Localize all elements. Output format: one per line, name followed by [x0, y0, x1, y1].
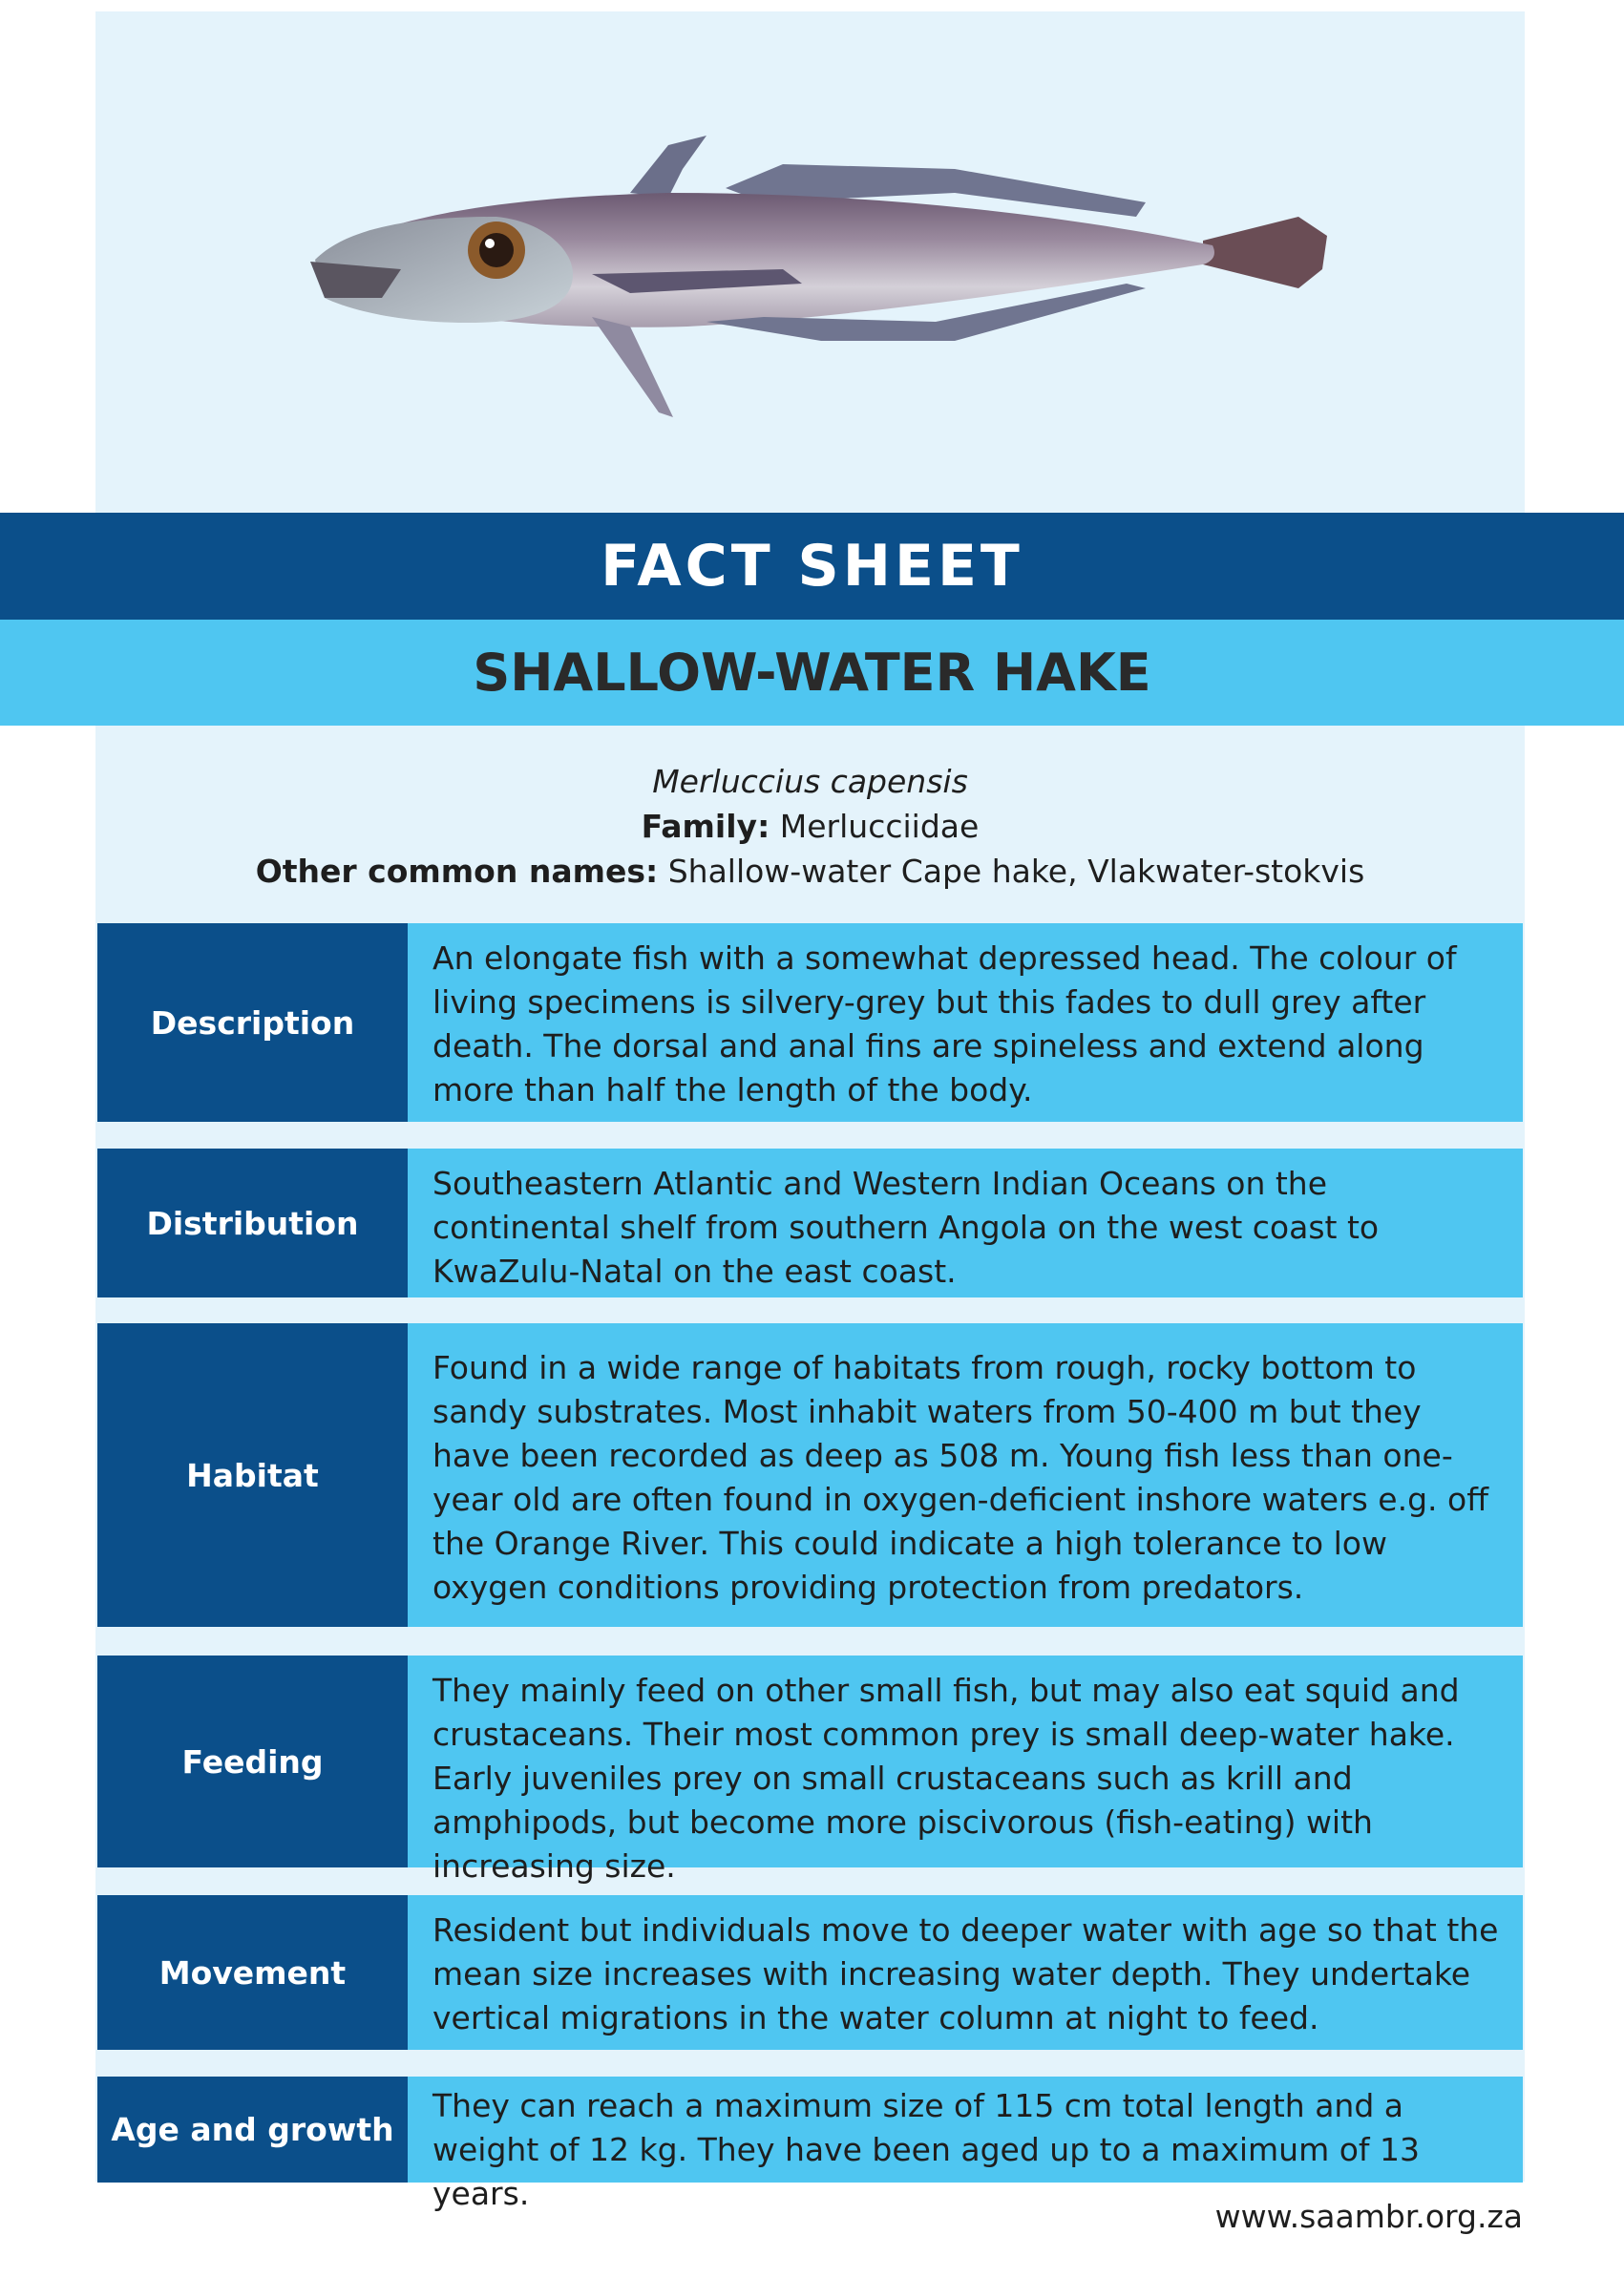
- section-feeding: [97, 1656, 1523, 1885]
- family-line: [95, 804, 1525, 849]
- other-names-value: Shallow-water Cape hake, Vlakwater-stokvis: [667, 853, 1365, 890]
- hake-fish-image: [95, 11, 1525, 513]
- section-label: Movement: [97, 1895, 408, 2050]
- section-text: Found in a wide range of habitats from rough, rocky bottom to sandy substrates. Most inhabit waters from 50-400 m but they have been recorded as deep as 508 m. Young fish less than one-year old are often found in oxygen-deficient inshore waters e.g. off the Orange River. This could indicate a high tolerance to low oxygen conditions providing protection from predators.: [408, 1323, 1523, 1627]
- section-label: Description: [97, 923, 408, 1122]
- section-distribution: [97, 1149, 1523, 1297]
- section-text: They can reach a maximum size of 115 cm total length and a weight of 12 kg. They have been aged up to a maximum of 13 years.: [408, 2077, 1523, 2183]
- section-text: They mainly feed on other small fish, but may also eat squid and crustaceans. Their most common prey is small deep-water hake. Early juveniles prey on small crustaceans such as krill and amphipods, but become more piscivorous (fish-eating) with increasing size.: [408, 1656, 1523, 1867]
- species-banner: [0, 620, 1624, 726]
- fact-sheet-banner: [0, 513, 1624, 620]
- section-age-and-growth: [97, 2077, 1523, 2212]
- section-movement: [97, 1895, 1523, 2050]
- section-habitat: [97, 1323, 1523, 1627]
- species-info: [95, 759, 1525, 894]
- section-text: Resident but individuals move to deeper water with age so that the mean size increases with increasing water depth. They undertake vertical migrations in the water column at night to feed.: [408, 1895, 1523, 2050]
- section-label: Habitat: [97, 1323, 408, 1627]
- family-value: Merlucciidae: [779, 808, 980, 845]
- section-label: Feeding: [97, 1656, 408, 1867]
- website-url: www.saambr.org.za: [1214, 2198, 1523, 2235]
- section-text: Southeastern Atlantic and Western Indian Oceans on the continental shelf from southern Angola on the west coast to KwaZulu-Natal on the east coast.: [408, 1149, 1523, 1297]
- section-text: An elongate fish with a somewhat depressed head. The colour of living specimens is silvery-grey but this fades to dull grey after death. The dorsal and anal fins are spineless and extend along more than half the length of the body.: [408, 923, 1523, 1122]
- other-names-label: Other common names:: [255, 853, 659, 890]
- section-label: Age and growth: [97, 2077, 408, 2183]
- section-description: [97, 923, 1523, 1122]
- family-label: Family:: [641, 808, 770, 845]
- section-label: Distribution: [97, 1149, 408, 1297]
- fact-sheet-title: FACT SHEET: [601, 533, 1023, 600]
- species-common-name: SHALLOW-WATER HAKE: [473, 643, 1151, 703]
- scientific-name: Merluccius capensis: [652, 763, 968, 800]
- other-names-line: [95, 849, 1525, 894]
